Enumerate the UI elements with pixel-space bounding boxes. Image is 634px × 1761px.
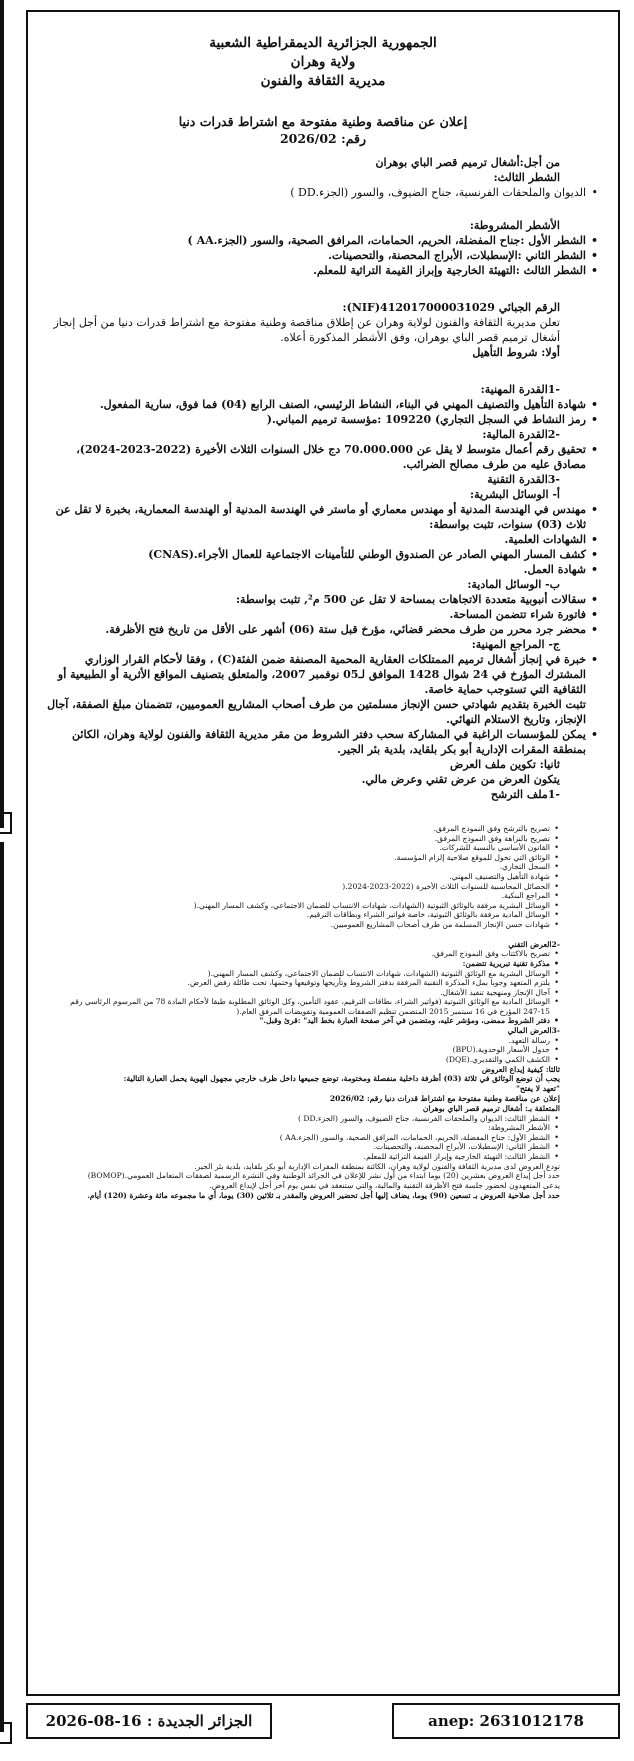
list-item: • شهادة العمل. [46, 562, 600, 577]
financial-capacity-heading: -2القدرة المالية: [482, 428, 560, 441]
list-item: • الديوان والملحقات الفرنسية، جناح الضيوف، والسور (الجزء.DD ) [46, 185, 600, 200]
validity-text: حدد أجل صلاحية العروض بـ تسعين (90) يوما، يضاف إليها أجل تحضير العروض والمقدر بـ ثلاثين (30) يوما، أي ما مجموعه مائة وعشرة (120) أيام. [87, 1191, 560, 1200]
intro-text: تعلن مديرية الثقافة والفنون لولاية وهران عن إطلاق مناقصة وطنية مفتوحة مع اشتراط قدرات دنيا من أجل إنجاز أشغال ترميم قصر الباي بوهران، وفق الأشطر المذكورة أعلاه. [53, 316, 560, 344]
list-item: • سقالات أنبوبية متعددة الاتجاهات بمساحة لا تقل عن 500 م², تثبت بواسطة: [46, 592, 600, 607]
third-lot-heading: الشطر الثالث: [493, 171, 560, 184]
envelope-label-3: المتعلقة بـ: أشغال ترميم قصر الباي بوهران [422, 1103, 560, 1113]
third-lot-list [46, 185, 600, 200]
list-item: • الوسائل البشرية مع الوثائق الثبوتية (الشهادات، شهادات الانتساب للضمان الاجتماعي، وكشف المسار المهني.( [66, 969, 560, 979]
list-item: • رسالة التعهد. [66, 1036, 560, 1046]
list-item: • الكشف الكمي والتقديري.(DQE) [66, 1055, 560, 1065]
adjacent-box-stub [0, 812, 12, 834]
list-item: • الشطر الأول: جناح المفضلة، الحريم، الحمامات، المرافق الصحية، والسور (الجزء.AA ) [66, 1133, 560, 1143]
nif-line: الرقم الجبائي 412017000031029(NIF): [342, 301, 560, 314]
offer-composition: يتكون العرض من عرض تقني وعرض مالي. [361, 773, 560, 786]
list-item: • كشف المسار المهني الصادر عن الصندوق الوطني للتأمينات الاجتماعية للعمال الأجراء.(CNAS) [46, 547, 600, 562]
list-item: • يمكن للمؤسسات الراغبة في المشاركة سحب دفتر الشروط من مقر مديرية الثقافة والفنون لولاية وهران، الكائن بمنطقة المقرات الإدارية أبو بكر بلقايد، بلدية بئر الجير. [46, 727, 600, 757]
list-item: • الشطر الثالث: الديوان والملحقات الفرنسية، جناح الضيوف، والسور (الجزء.DD ) [66, 1114, 560, 1124]
financial-capacity-list [46, 442, 600, 472]
list-item: • السجل التجاري. [66, 862, 560, 872]
list-item: • آجال الإنجاز ومنهجية تنفيذ الأشغال. [66, 988, 560, 998]
list-item: • جدول الأسعار الوحدوية.(BPU) [66, 1045, 560, 1055]
title-line: إعلان عن مناقصة وطنية مفتوحة مع اشتراط قدرات دنيا [178, 114, 468, 129]
directorate-name: مديرية الثقافة والفنون [260, 73, 386, 89]
republic-name: الجمهورية الجزائرية الديمقراطية الشعبية [209, 35, 437, 51]
publication-footer [26, 1703, 620, 1739]
human-means-heading: أ- الوسائل البشرية: [470, 488, 560, 501]
list-item: • الحصائل المحاسبية للسنوات الثلاث الأخيرة (2022-2023-2024.( [66, 882, 560, 892]
list-item: • تحقيق رقم أعمال متوسط لا يقل عن 70.000.000 دج خلال السنوات الثلاث الأخيرة (2022-2023-2024)، مصادق عليه من طرف مصالح الضرائب. [46, 442, 600, 472]
list-item: • يلتزم المتعهد وجوبا بملء المذكرة التقنية المرفقة بدفتر الشروط وتأريخها وتوقيعها وختمها، تحت طائلة رفض العرض. [66, 978, 560, 988]
technical-capacity-heading: -3القدرة التقنية [487, 473, 560, 486]
list-item: • المراجع البنكية. [66, 891, 560, 901]
list-item: • الشطر الثالث: التهيئة الخارجية وإبراز القيمة التراثية للمعلم. [66, 1152, 560, 1162]
announcement-title [46, 113, 600, 147]
list-item: • تصريح بالترشح وفق النموذج المرفق. [66, 824, 560, 834]
list-item: • شهادات حسن الإنجاز المسلمة من طرف أصحاب المشاريع العموميين. [66, 920, 560, 930]
financial-offer-list [66, 1036, 560, 1065]
list-item: • الشطر الأول :جناح المفضلة، الحريم، الحمامات، المرافق الصحية، والسور (الجزء.AA ) [46, 233, 600, 248]
list-item: • فاتورة شراء تتضمن المساحة. [46, 607, 600, 622]
list-item: • تصريح بالنزاهة وفق النموذج المرفق. [66, 834, 560, 844]
list-item: • الوسائل البشرية مرفقة بالوثائق الثبوتية (الشهادات، شهادات الانتساب للضمان الاجتماعي، وكشف المسار المهني.( [66, 901, 560, 911]
newspaper-date-box [26, 1703, 272, 1739]
material-means-list [46, 592, 600, 637]
anep-reference: anep: 2631012178 [392, 1703, 620, 1739]
list-item: • خبرة في إنجاز أشغال ترميم الممتلكات العقارية المحمية المصنفة ضمن الفئة(C) ، وفقا لأحكام القرار الوزاري المشترك المؤرخ في 24 شوال 1428 الموافق لـ05 نوفمبر 2007، والمتعلق بتصنيف المواقع الأثرية أو الطبيعية أو الثقافية التي تستوجب حماية خاصة. [46, 652, 600, 697]
list-item: • محضر جرد محرر من طرف محضر قضائي، مؤرخ قبل ستة (06) أشهر على الأقل من تاريخ فتح الأظرفة. [46, 622, 600, 637]
list-item: • الشطر الثالث :التهيئة الخارجية وإبراز القيمة التراثية للمعلم. [46, 263, 600, 278]
submission-text: يجب أن توضع الوثائق في ثلاثة (03) أظرفة داخلية منفصلة ومختومة، توضع جميعها داخل ظرف خارجي مجهول الهوية يحمل العبارة التالية: [123, 1074, 560, 1084]
list-item: • شهادة التأهيل والتصنيف المهني في البناء، النشاط الرئيسي، الصنف الرابع (04) فما فوق، سارية المفعول. [46, 397, 600, 412]
tender-number: رقم: 2026/02 [279, 131, 367, 146]
wilaya-name: ولاية وهران [290, 54, 356, 70]
list-item: • الشطر الثاني :الإسطبلات، الأبراج المحصنة، والتحصينات. [46, 248, 600, 263]
list-item: • الوثائق التي تخول للموقع صلاحية إلزام المؤسسة. [66, 853, 560, 863]
professional-capacity-list [46, 397, 600, 427]
envelope-lots-list [66, 1114, 560, 1162]
material-means-heading: ب- الوسائل المادية: [467, 578, 560, 591]
envelope-label-1: "تعهد لا يفتح" [516, 1084, 560, 1094]
project-for: من أجل:أشغال ترميم قصر الباي بوهران [375, 156, 560, 169]
publication-date: 2026-08-16 [45, 1712, 142, 1730]
section-qualification: أولا: شروط التأهيل [472, 346, 560, 359]
section-offer: ثانيا: تكوين ملف العرض [450, 758, 560, 771]
references-heading: ج- المراجع المهنية: [471, 638, 560, 651]
list-item: • الوسائل المادية مرفقة بالوثائق الثبوتية، خاصة فواتير الشراء وبطاقات الترقيم. [66, 910, 560, 920]
envelope-label-2: إعلان عن مناقصة وطنية مفتوحة مع اشتراط قدرات دنيا رقم: 2026/02 [329, 1094, 560, 1104]
technical-offer-heading: -2العرض التقني [508, 939, 560, 949]
references-note: تثبت الخبرة بتقديم شهادتي حسن الإنجاز مسلمتين من طرف أصحاب المشاريع العموميين، تتضمنان مبلغ الصفقة، آجال الإنجاز، وتاريخ الاستلام النهائي. [47, 698, 586, 726]
conditional-lots-heading: الأشطر المشروطة: [469, 219, 560, 232]
professional-capacity-heading: -1القدرة المهنية: [480, 383, 560, 396]
list-item: • الشطر الثاني: الإسطبلات، الأبراج المحصنة، والتحصينات. [66, 1142, 560, 1152]
list-item: • مذكرة تقنية تبريرية تتضمن: [66, 959, 560, 969]
list-item: • شهادة التأهيل والتصنيف المهني. [66, 872, 560, 882]
adjacent-border-top [0, 0, 4, 828]
list-item: • رمز النشاط في السجل التجاري) 109220 :مؤسسة ترميم المباني.( [46, 412, 600, 427]
deposit-text: تودع العروض لدى مديرية الثقافة والفنون لولاية وهران، الكائنة بمنطقة المقرات الإدارية أبو بكر بلقايد، بلدية بئر الجير. [194, 1161, 560, 1171]
list-item: • الوسائل المادية مع الوثائق الثبوتية (فواتير الشراء، بطاقات الترقيم، عقود التأمين، وكل الوثائق المطلوبة طبقا لأحكام المادة 78 من المرسوم الرئاسي رقم 15-247 المؤرخ في 16 سبتمبر 2015 المتضمن تنظيم الصفقات العمومية وتفويضات المرفق العام.( [66, 997, 560, 1016]
list-item: • القانون الأساسي بالنسبة للشركات. [66, 843, 560, 853]
technical-offer-list [66, 949, 560, 1026]
financial-offer-heading: -3العرض المالي [507, 1026, 560, 1036]
list-item: • الشهادات العلمية. [46, 532, 600, 547]
offer-details [46, 824, 600, 1201]
adjacent-border-bottom [0, 842, 4, 1732]
list-item: • مهندس في الهندسة المدنية أو مهندس معماري أو ماستر في الهندسة المدنية أو الهندسة المعمارية، بخبرة لا تقل عن ثلاث (03) سنوات، تثبت بواسطة: [46, 502, 600, 532]
submission-heading: ثالثا: كيفية إيداع العروض [481, 1064, 560, 1074]
tender-announcement [26, 10, 620, 1696]
conditional-lots-list [46, 233, 600, 278]
deadline-text: حدد أجل إيداع العروض بعشرين (20) يوما ابتداء من أول نشر للإعلان في الجرائد الوطنية وفي النشرة الرسمية لصفقات المتعامل العمومي.(BOMOP) [87, 1171, 560, 1181]
issuer-header [46, 34, 600, 91]
adjacent-box-stub [0, 1722, 12, 1744]
human-means-list [46, 502, 600, 577]
adjacent-column-edge [0, 0, 20, 1761]
list-item: • تصريح بالاكتتاب وفق النموذج المرفق. [66, 949, 560, 959]
opening-text: يدعى المتعهدون لحضور جلسة فتح الأظرفة التقنية والمالية، والتي ستنعقد في نفس يوم آخر أجل لإيداع العروض. [209, 1181, 560, 1191]
candidacy-heading: -1ملف الترشح [490, 788, 560, 801]
newspaper-name: الجزائر الجديدة : [146, 1712, 253, 1730]
withdraw-list [46, 727, 600, 757]
candidacy-list [66, 824, 560, 930]
list-item: • الأشطر المشروطة: [66, 1123, 560, 1133]
references-list [46, 652, 600, 697]
list-item: • دفتر الشروط ممضى، ومؤشر عليه، ومتضمن في آخر صفحة العبارة بخط اليد" :قرئ وقبل." [66, 1016, 560, 1026]
